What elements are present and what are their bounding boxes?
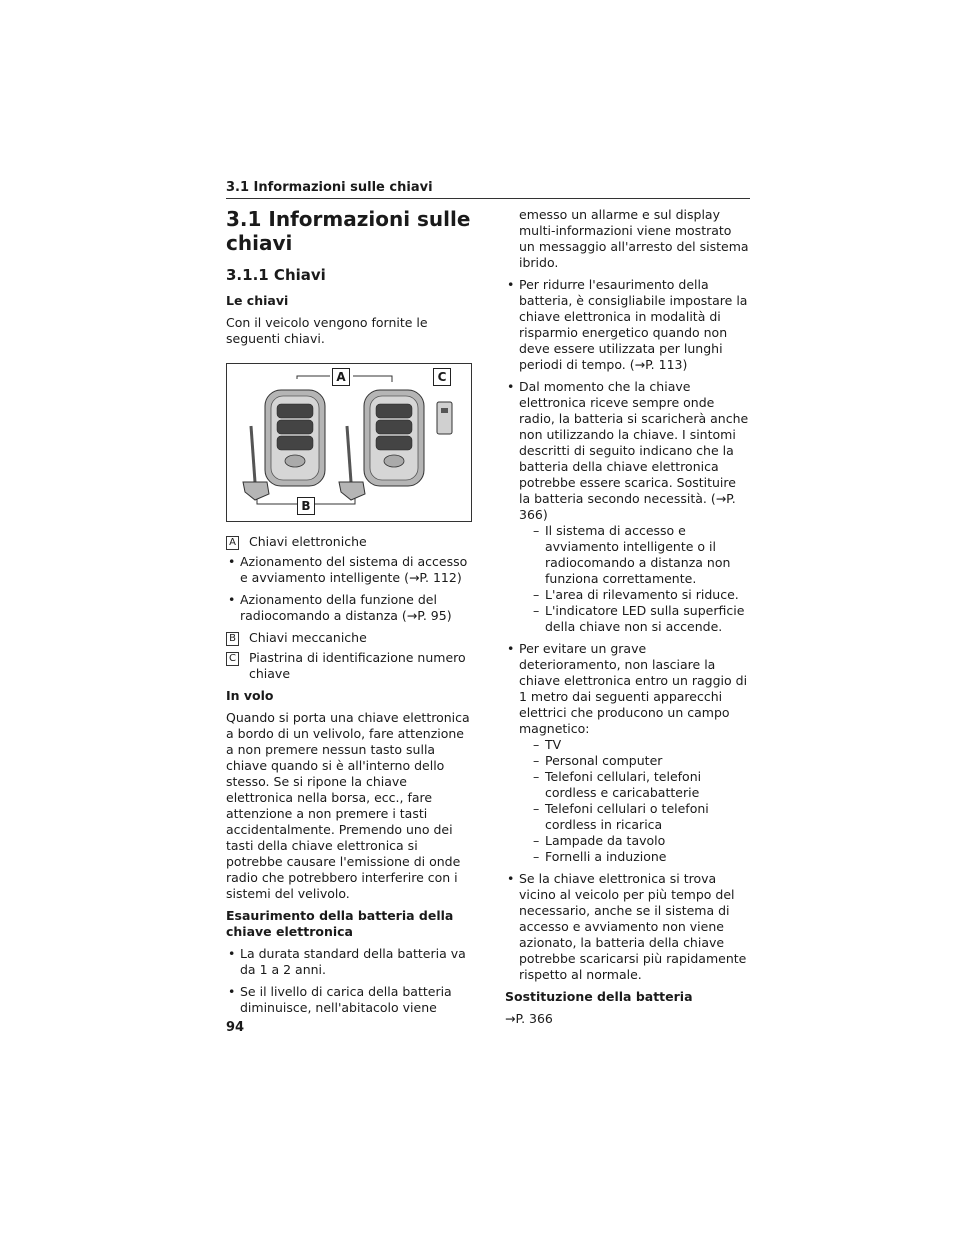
list-item: – L'indicatore LED sulla superficie della chiave non si accende. <box>519 603 750 635</box>
list-item: – Lampade da tavolo <box>519 833 750 849</box>
legend-a-items <box>226 554 474 624</box>
figure-label-a: A <box>332 368 350 386</box>
running-header: 3.1 Informazioni sulle chiavi <box>226 180 750 199</box>
left-column <box>226 207 474 1022</box>
list-item <box>505 277 750 373</box>
battery-list <box>226 946 474 1016</box>
list-item: – L'area di rilevamento si riduce. <box>519 587 750 603</box>
list-item: – Personal computer <box>519 753 750 769</box>
section-title: 3.1 Informazioni sulle chiavi <box>226 207 471 255</box>
figure-label-b: B <box>297 497 315 515</box>
legend-c-text: Piastrina di identificazione numero chiave <box>249 650 466 681</box>
right-column <box>505 207 750 1033</box>
legend-c-badge: C <box>226 652 239 666</box>
list-item: – Telefoni cellulari, telefoni cordless e caricabatterie <box>519 769 750 801</box>
page-number: 94 <box>226 1020 245 1035</box>
keys-intro: Con il veicolo vengono fornite le seguenti chiavi. <box>226 315 428 346</box>
list-item <box>505 641 750 865</box>
legend-c <box>226 650 474 682</box>
legend-b-badge: B <box>226 632 239 646</box>
legend-a-badge: A <box>226 536 239 550</box>
legend-a-text: Chiavi elettroniche <box>249 534 367 549</box>
battery-tips-list <box>505 277 750 983</box>
replace-heading: Sostituzione della batteria <box>505 989 693 1004</box>
battery-heading: Esaurimento della batteria della chiave elettronica <box>226 908 454 939</box>
list-item: – TV <box>519 737 750 753</box>
list-item <box>505 379 750 635</box>
list-item: • Se il livello di carica della batteria diminuisce, nell'abitacolo viene <box>226 984 474 1016</box>
list-item: – Telefoni cellulari o telefoni cordless in ricarica <box>519 801 750 833</box>
legend-b-text: Chiavi meccaniche <box>249 630 367 645</box>
figure-legend <box>226 534 474 682</box>
list-item: – Fornelli a induzione <box>519 849 750 865</box>
symptom-list <box>519 523 750 635</box>
list-item: – Il sistema di accesso e avviamento intelligente o il radiocomando a distanza non funziona correttamente. <box>519 523 750 587</box>
bullet-text: Per ridurre l'esaurimento della batteria, è consigliabile impostare la chiave elettronica in modalità di risparmio energetico quando non deve essere utilizzata per lunghi periodi di tempo. (→P. 113) <box>519 277 748 372</box>
flight-heading: In volo <box>226 688 274 703</box>
keys-heading: Le chiavi <box>226 293 289 308</box>
legend-b <box>226 630 474 646</box>
list-item <box>505 871 750 983</box>
bullet-text: Per evitare un grave deterioramento, non lasciare la chiave elettronica entro un raggio di 1 metro dai seguenti apparecchi elettrici che producono un campo magnetico: <box>519 641 748 736</box>
continuation-text: emesso un allarme e sul display multi-informazioni viene mostrato un messaggio all'arresto del sistema ibrido. <box>519 207 749 270</box>
list-item: • Azionamento del sistema di accesso e avviamento intelligente (→P. 112) <box>226 554 474 586</box>
appliance-list <box>519 737 750 865</box>
list-item: • La durata standard della batteria va da 1 a 2 anni. <box>226 946 474 978</box>
list-item: • Azionamento della funzione del radiocomando a distanza (→P. 95) <box>226 592 474 624</box>
subsection-title: 3.1.1 Chiavi <box>226 266 326 284</box>
figure-label-c: C <box>433 368 451 386</box>
flight-text: Quando si porta una chiave elettronica a bordo di un velivolo, fare attenzione a non premere nessun tasto sulla chiave quando si è all'interno dello stesso. Se si ripone la chiave elettronica nella borsa, ecc., fare attenzione a non premere i tasti accidentalmente. Premendo uno dei tasti della chiave elettronica si potrebbe causare l'emissione di onde radio che potrebbero interferire con i sistemi del velivolo. <box>226 710 470 901</box>
replace-ref-link[interactable]: →P. 366 <box>505 1011 553 1026</box>
keys-figure <box>226 363 472 522</box>
bullet-text: Se la chiave elettronica si trova vicino al veicolo per più tempo del necessario, anche se il sistema di accesso e avviamento non viene azionato, la batteria della chiave potrebbe scaricarsi più rapidamente rispetto al normale. <box>519 871 747 982</box>
legend-a <box>226 534 474 550</box>
keys-illustration <box>227 364 471 521</box>
bullet-text: Dal momento che la chiave elettronica riceve sempre onde radio, la batteria si scaricherà anche non utilizzando la chiave. I sintomi descritti di seguito indicano che la batteria della chiave elettronica potrebbe essere scarica. Sostituire la batteria secondo necessità. (→P. 366) <box>519 379 749 522</box>
